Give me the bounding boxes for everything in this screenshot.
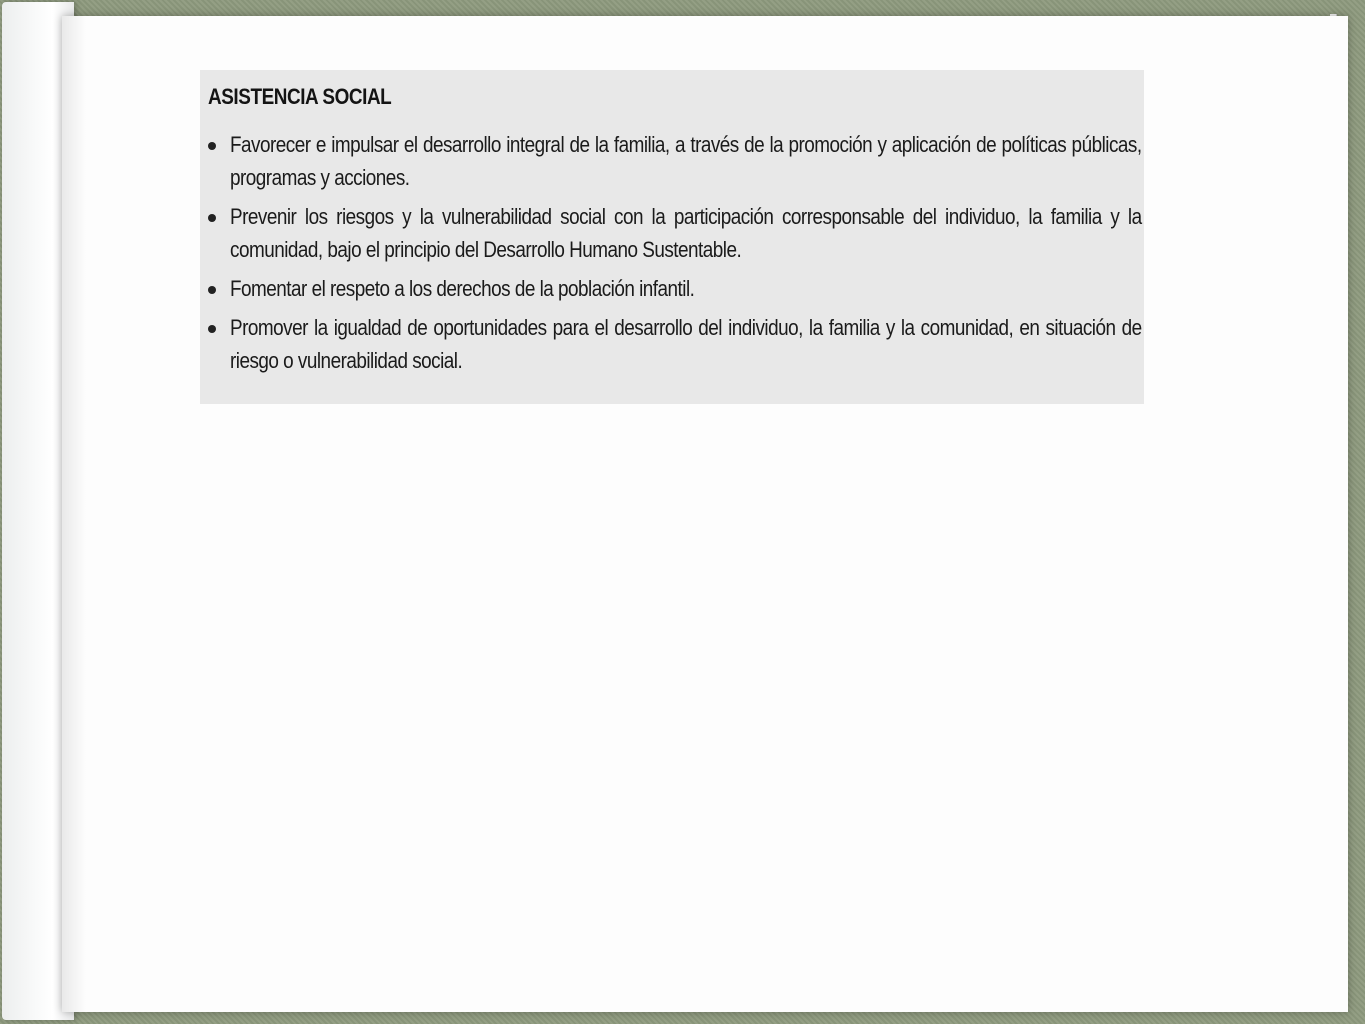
list-item bbox=[208, 272, 1136, 305]
list-item-text: Promover la igualdad de oportunidades para el desarrollo del individuo, la familia y la comunidad, en situación de riesgo o vulnerabilidad social. bbox=[230, 315, 1142, 373]
bullet-icon bbox=[208, 325, 216, 333]
list-item-text: Fomentar el respeto a los derechos de la población infantil. bbox=[230, 276, 695, 301]
bullet-icon bbox=[208, 286, 216, 294]
list-item bbox=[208, 311, 1142, 377]
list-item-text: Prevenir los riesgos y la vulnerabilidad social con la participación corresponsable del individuo, la familia y la comunidad, bajo el principio del Desarrollo Humano Sustentable. bbox=[230, 204, 1142, 262]
list-item-text: Favorecer e impulsar el desarrollo integral de la familia, a través de la promoción y aplicación de políticas públicas, programas y acciones. bbox=[230, 132, 1142, 190]
bullet-list bbox=[208, 128, 1142, 377]
list-item bbox=[208, 128, 1142, 194]
bullet-icon bbox=[208, 214, 216, 222]
bullet-icon bbox=[208, 142, 216, 150]
slide-title: ASISTENCIA SOCIAL bbox=[208, 84, 392, 109]
content-box bbox=[200, 70, 1144, 404]
list-item bbox=[208, 200, 1142, 266]
